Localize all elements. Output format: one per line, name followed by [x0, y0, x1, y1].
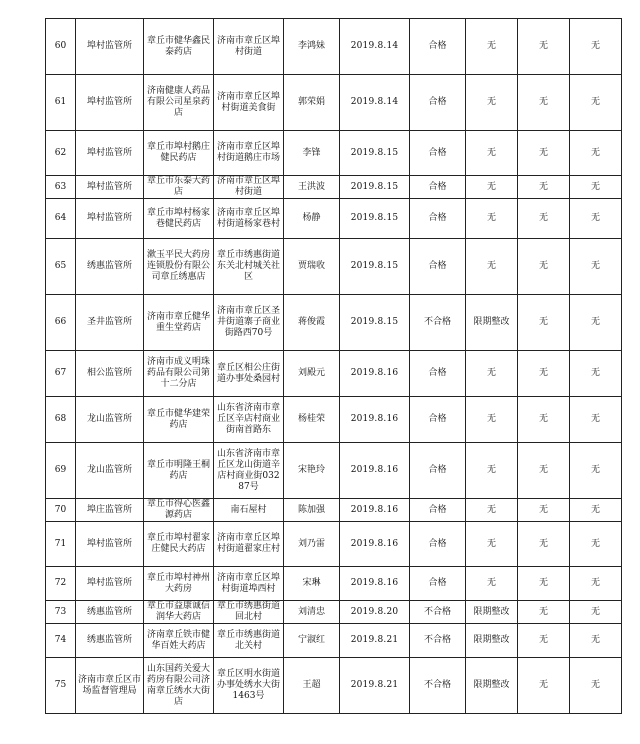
row-number: 60 [46, 19, 76, 75]
store-name-cell: 章丘市明隆王桐药店 [144, 443, 214, 499]
rectification-cell: 无 [466, 131, 518, 176]
address-cell: 济南市章丘区埠村街道鹅庄市场 [214, 131, 284, 176]
department-cell: 绣惠监管所 [76, 624, 144, 658]
person-cell: 王洪波 [284, 176, 340, 199]
rectification-cell: 无 [466, 199, 518, 239]
remark-cell-1: 无 [518, 176, 570, 199]
address-cell: 南石屋村 [214, 499, 284, 522]
store-name-cell: 章丘市得心医鑫源药店 [144, 499, 214, 522]
person-cell: 陈加强 [284, 499, 340, 522]
rectification-cell: 无 [466, 239, 518, 295]
date-cell: 2019.8.21 [340, 658, 410, 714]
rectification-cell: 无 [466, 567, 518, 601]
department-cell: 济南市章丘区市场监督管理局 [76, 658, 144, 714]
row-number: 64 [46, 199, 76, 239]
rectification-cell: 无 [466, 75, 518, 131]
address-cell: 章丘区相公庄街道办事处桑园村 [214, 351, 284, 397]
department-cell: 龙山监管所 [76, 397, 144, 443]
result-cell: 合格 [410, 522, 466, 567]
row-number: 72 [46, 567, 76, 601]
person-cell: 王超 [284, 658, 340, 714]
department-cell: 绣惠监管所 [76, 601, 144, 624]
person-cell: 宋琳 [284, 567, 340, 601]
result-cell: 不合格 [410, 624, 466, 658]
remark-cell-1: 无 [518, 239, 570, 295]
address-cell: 章丘市绣惠街道东关北村城关社区 [214, 239, 284, 295]
store-name-cell: 章丘市埠村翟家庄健民大药店 [144, 522, 214, 567]
remark-cell-1: 无 [518, 499, 570, 522]
person-cell: 杨静 [284, 199, 340, 239]
row-number: 74 [46, 624, 76, 658]
row-number: 73 [46, 601, 76, 624]
result-cell: 合格 [410, 397, 466, 443]
department-cell: 龙山监管所 [76, 443, 144, 499]
person-cell: 李锋 [284, 131, 340, 176]
remark-cell-1: 无 [518, 351, 570, 397]
remark-cell-2: 无 [570, 295, 622, 351]
table-row [46, 443, 622, 499]
store-name-cell: 漱玉平民大药房连锁股份有限公司章丘绣惠店 [144, 239, 214, 295]
result-cell: 合格 [410, 75, 466, 131]
remark-cell-2: 无 [570, 176, 622, 199]
store-name-cell: 济南市成义明珠药品有限公司第十二分店 [144, 351, 214, 397]
person-cell: 刘殿元 [284, 351, 340, 397]
department-cell: 埠庄监管所 [76, 499, 144, 522]
rectification-cell: 无 [466, 443, 518, 499]
table-row [46, 295, 622, 351]
store-name-cell: 章丘市埠村神州大药房 [144, 567, 214, 601]
remark-cell-2: 无 [570, 239, 622, 295]
date-cell: 2019.8.15 [340, 131, 410, 176]
remark-cell-1: 无 [518, 199, 570, 239]
person-cell: 郭荣娟 [284, 75, 340, 131]
row-number: 65 [46, 239, 76, 295]
department-cell: 埠村监管所 [76, 522, 144, 567]
date-cell: 2019.8.15 [340, 295, 410, 351]
result-cell: 合格 [410, 499, 466, 522]
result-cell: 不合格 [410, 658, 466, 714]
table-row [46, 567, 622, 601]
remark-cell-2: 无 [570, 601, 622, 624]
remark-cell-2: 无 [570, 199, 622, 239]
row-number: 63 [46, 176, 76, 199]
store-name-cell: 章丘市埠村杨家巷健民药店 [144, 199, 214, 239]
rectification-cell: 无 [466, 397, 518, 443]
remark-cell-1: 无 [518, 567, 570, 601]
result-cell: 合格 [410, 199, 466, 239]
table-row [46, 199, 622, 239]
store-name-cell: 济南章丘铁市健华百姓大药店 [144, 624, 214, 658]
row-number: 68 [46, 397, 76, 443]
department-cell: 绣惠监管所 [76, 239, 144, 295]
department-cell: 埠村监管所 [76, 131, 144, 176]
address-cell: 章丘市绣惠街道回北村 [214, 601, 284, 624]
remark-cell-2: 无 [570, 131, 622, 176]
remark-cell-2: 无 [570, 499, 622, 522]
table-row [46, 499, 622, 522]
address-cell: 济南市章丘区埠村街道 [214, 176, 284, 199]
table-row [46, 176, 622, 199]
department-cell: 圣井监管所 [76, 295, 144, 351]
result-cell: 不合格 [410, 295, 466, 351]
remark-cell-2: 无 [570, 658, 622, 714]
row-number: 61 [46, 75, 76, 131]
store-name-cell: 章丘市健华建荣药店 [144, 397, 214, 443]
date-cell: 2019.8.16 [340, 443, 410, 499]
remark-cell-2: 无 [570, 351, 622, 397]
date-cell: 2019.8.16 [340, 522, 410, 567]
rectification-cell: 限期整改 [466, 601, 518, 624]
table-row [46, 75, 622, 131]
address-cell: 山东省济南市章丘区辛店村商业街南首路东 [214, 397, 284, 443]
rectification-cell: 无 [466, 499, 518, 522]
rectification-cell: 限期整改 [466, 658, 518, 714]
department-cell: 埠村监管所 [76, 19, 144, 75]
date-cell: 2019.8.16 [340, 397, 410, 443]
person-cell: 贾瑞收 [284, 239, 340, 295]
table-row [46, 397, 622, 443]
person-cell: 李鸿妹 [284, 19, 340, 75]
result-cell: 合格 [410, 351, 466, 397]
remark-cell-2: 无 [570, 19, 622, 75]
rectification-cell: 无 [466, 351, 518, 397]
date-cell: 2019.8.20 [340, 601, 410, 624]
remark-cell-1: 无 [518, 397, 570, 443]
row-number: 75 [46, 658, 76, 714]
remark-cell-1: 无 [518, 19, 570, 75]
person-cell: 宁淑红 [284, 624, 340, 658]
address-cell: 济南市章丘区埠村街道美食街 [214, 75, 284, 131]
table-row [46, 601, 622, 624]
date-cell: 2019.8.15 [340, 199, 410, 239]
rectification-cell: 无 [466, 19, 518, 75]
address-cell: 济南市章丘区埠村街道埠西村 [214, 567, 284, 601]
department-cell: 埠村监管所 [76, 567, 144, 601]
store-name-cell: 山东国药关爱大药房有限公司济南章丘绣水大街店 [144, 658, 214, 714]
result-cell: 合格 [410, 176, 466, 199]
table-row [46, 239, 622, 295]
remark-cell-2: 无 [570, 397, 622, 443]
remark-cell-2: 无 [570, 443, 622, 499]
result-cell: 合格 [410, 443, 466, 499]
rectification-cell: 无 [466, 176, 518, 199]
remark-cell-1: 无 [518, 601, 570, 624]
table-row [46, 351, 622, 397]
address-cell: 济南市章丘区埠村街道 [214, 19, 284, 75]
department-cell: 埠村监管所 [76, 199, 144, 239]
date-cell: 2019.8.16 [340, 567, 410, 601]
date-cell: 2019.8.16 [340, 499, 410, 522]
department-cell: 埠村监管所 [76, 176, 144, 199]
address-cell: 济南市章丘区埠村街道翟家庄村 [214, 522, 284, 567]
store-name-cell: 章丘市埠村鹅庄健民药店 [144, 131, 214, 176]
remark-cell-1: 无 [518, 131, 570, 176]
rectification-cell: 无 [466, 522, 518, 567]
remark-cell-1: 无 [518, 624, 570, 658]
table-row [46, 658, 622, 714]
remark-cell-2: 无 [570, 522, 622, 567]
person-cell: 刘清忠 [284, 601, 340, 624]
date-cell: 2019.8.14 [340, 75, 410, 131]
table-row [46, 19, 622, 75]
date-cell: 2019.8.14 [340, 19, 410, 75]
row-number: 69 [46, 443, 76, 499]
person-cell: 宋艳玲 [284, 443, 340, 499]
store-name-cell: 章丘市益康诚信润华大药店 [144, 601, 214, 624]
remark-cell-1: 无 [518, 522, 570, 567]
result-cell: 合格 [410, 567, 466, 601]
address-cell: 济南市章丘区埠村街道杨家巷村 [214, 199, 284, 239]
department-cell: 埠村监管所 [76, 75, 144, 131]
address-cell: 章丘区明水街道办事处绣水大街1463号 [214, 658, 284, 714]
inspection-table [45, 18, 622, 714]
remark-cell-1: 无 [518, 658, 570, 714]
date-cell: 2019.8.15 [340, 239, 410, 295]
row-number: 62 [46, 131, 76, 176]
result-cell: 不合格 [410, 601, 466, 624]
date-cell: 2019.8.21 [340, 624, 410, 658]
person-cell: 刘乃雷 [284, 522, 340, 567]
remark-cell-1: 无 [518, 295, 570, 351]
address-cell: 章丘市绣惠街道北关村 [214, 624, 284, 658]
remark-cell-1: 无 [518, 443, 570, 499]
address-cell: 山东省济南市章丘区龙山街道辛店村商业街03287号 [214, 443, 284, 499]
store-name-cell: 济南健康人药品有限公司星泉药店 [144, 75, 214, 131]
department-cell: 相公监管所 [76, 351, 144, 397]
date-cell: 2019.8.16 [340, 351, 410, 397]
table-row [46, 624, 622, 658]
table-body [46, 19, 622, 714]
row-number: 70 [46, 499, 76, 522]
person-cell: 蒋俊霞 [284, 295, 340, 351]
address-cell: 济南市章丘区圣井街道寨子商业街路西70号 [214, 295, 284, 351]
row-number: 71 [46, 522, 76, 567]
rectification-cell: 限期整改 [466, 624, 518, 658]
result-cell: 合格 [410, 131, 466, 176]
result-cell: 合格 [410, 239, 466, 295]
remark-cell-2: 无 [570, 624, 622, 658]
table-row [46, 522, 622, 567]
rectification-cell: 限期整改 [466, 295, 518, 351]
result-cell: 合格 [410, 19, 466, 75]
row-number: 67 [46, 351, 76, 397]
date-cell: 2019.8.15 [340, 176, 410, 199]
remark-cell-1: 无 [518, 75, 570, 131]
store-name-cell: 章丘市健华鑫民泰药店 [144, 19, 214, 75]
table-row [46, 131, 622, 176]
store-name-cell: 章丘市乐泰大药店 [144, 176, 214, 199]
person-cell: 杨桂荣 [284, 397, 340, 443]
remark-cell-2: 无 [570, 567, 622, 601]
store-name-cell: 济南市章丘健华重生堂药店 [144, 295, 214, 351]
row-number: 66 [46, 295, 76, 351]
remark-cell-2: 无 [570, 75, 622, 131]
